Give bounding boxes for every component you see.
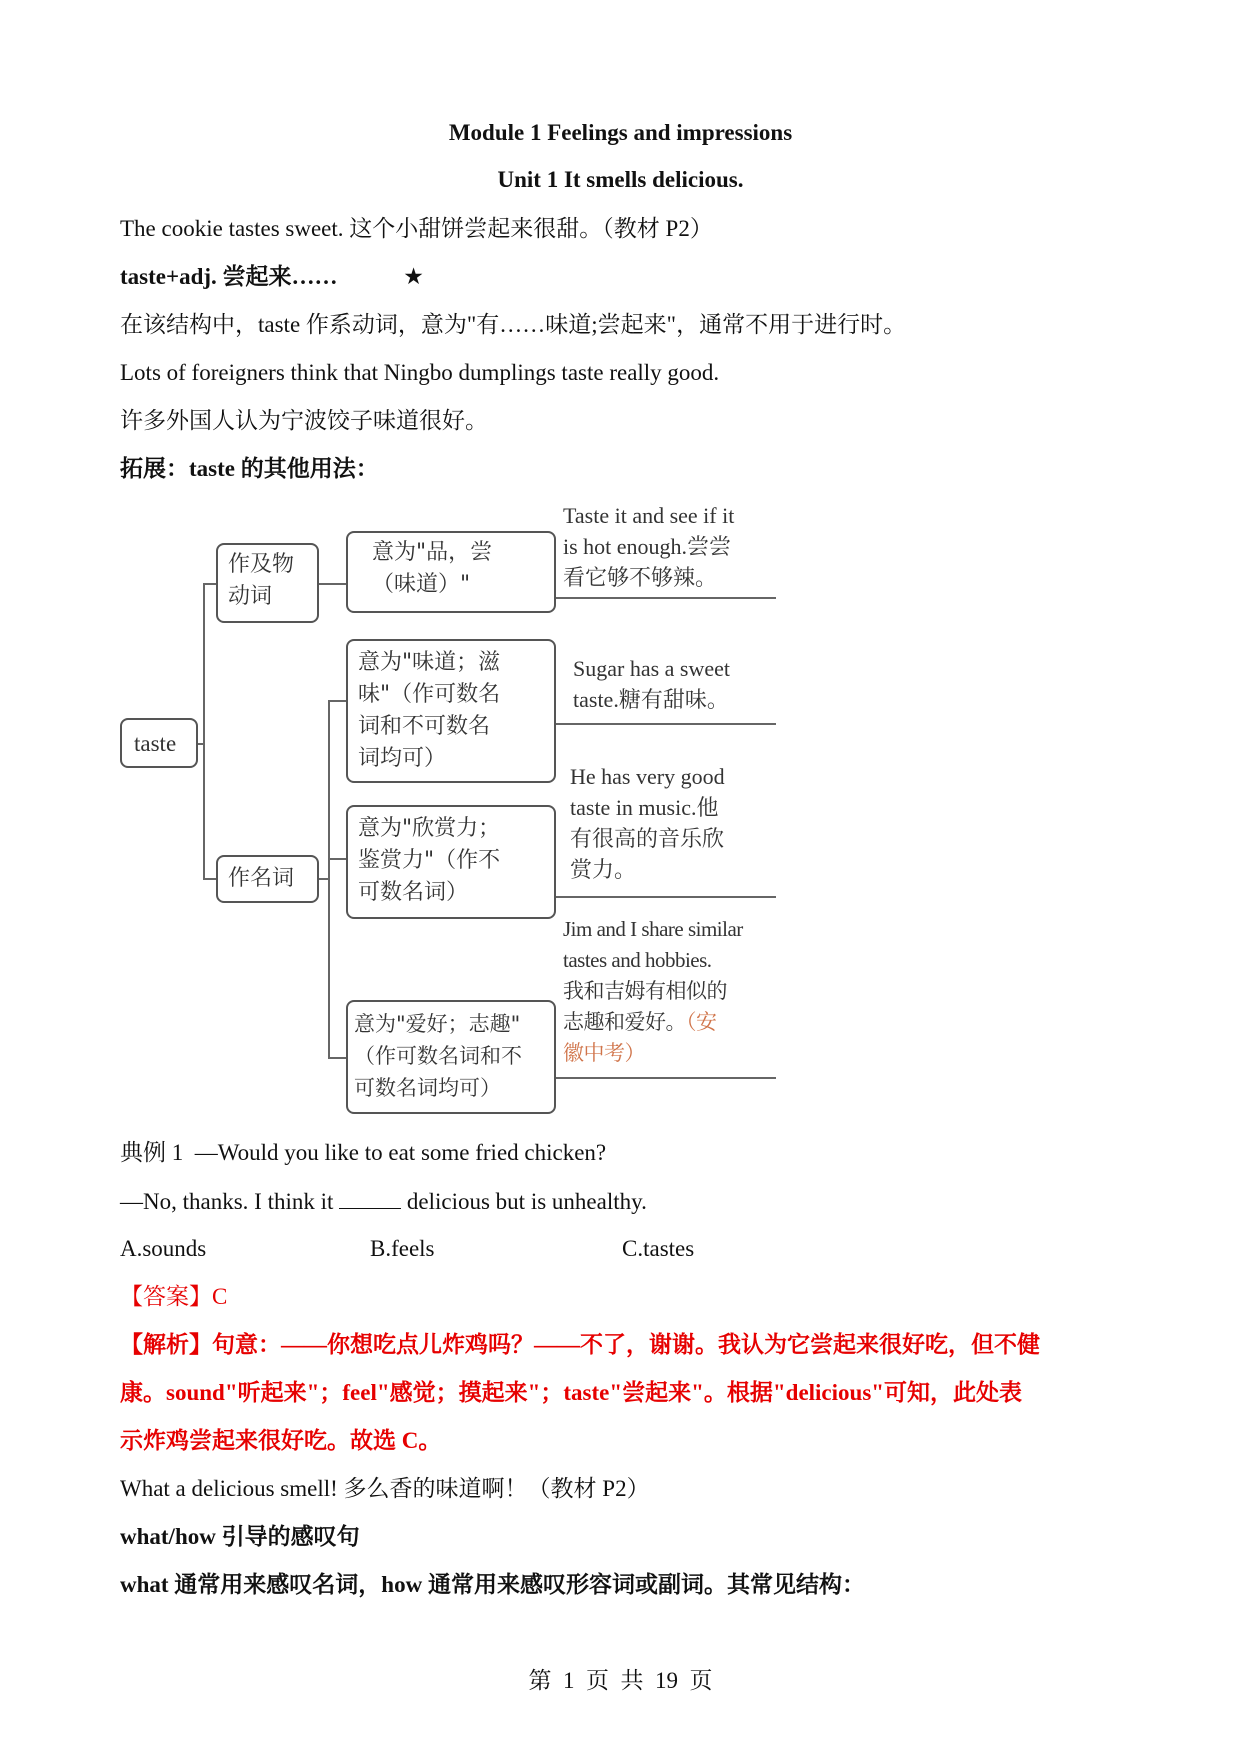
example-line: is hot enough.尝尝 [563, 534, 732, 559]
page-title: Module 1 Feelings and impressions [448, 120, 793, 145]
meaning-node-hobby [346, 1000, 556, 1114]
example-line: 我和吉姆有相似的 [563, 979, 727, 1003]
meaning-line: 可数名词均可） [354, 1076, 501, 1100]
meaning-node-taste-verb [346, 531, 556, 613]
example-line: 看它够不够辣。 [563, 565, 718, 590]
heading-exclamation: what/how 引导的感叹句 [120, 1524, 360, 1549]
source-label: 徽中考） [563, 1041, 645, 1065]
meaning-line: 味"（作可数名 [358, 682, 501, 707]
heading-extension: 拓展：taste 的其他用法： [120, 456, 379, 481]
analysis-line-2: 康。sound"听起来"；feel"感觉；摸起来"；taste"尝起来"。根据"delicious"可知，此处表 [120, 1380, 1023, 1405]
analysis-line-1 [120, 1330, 1040, 1360]
exercise-question-text: —No, thanks. I think it [120, 1189, 334, 1214]
example-hobbies [563, 914, 743, 1069]
meaning-line: 可数名词） [358, 880, 469, 905]
example-line [563, 1007, 743, 1038]
noun-usage-node: 作名词 [216, 855, 319, 903]
analysis-line-3: 示炸鸡尝起来很好吃。故选 C。 [120, 1428, 442, 1453]
answer-blank [339, 1186, 401, 1209]
explanation-linking-verb: 在该结构中，taste 作系动词，意为"有……味道;尝起来"，通常不用于进行时。 [120, 312, 907, 337]
meaning-line: 词和不可数名 [358, 714, 491, 739]
analysis-text: 句意：——你想吃点儿炸鸡吗？——不了，谢谢。我认为它尝起来很好吃，但不健 [212, 1332, 1040, 1357]
example-line: taste in music.他 [570, 795, 719, 820]
example-music [570, 761, 725, 885]
example-ningbo-zh: 许多外国人认为宁波饺子味道很好。 [120, 408, 488, 433]
meaning-line: （味道）" [372, 572, 471, 597]
example-line: 赏力。 [570, 857, 637, 882]
taste-root-node: taste [120, 718, 198, 768]
meaning-line: 意为"欣赏力； [358, 816, 501, 841]
option-b: B.feels [370, 1236, 435, 1261]
verb-usage-line: 作及物 [228, 552, 295, 577]
example-text: 志趣和爱好。 [563, 1010, 686, 1034]
star-icon: ★ [403, 264, 424, 290]
exercise-question-text: —Would you like to eat some fried chicken? [194, 1140, 607, 1165]
example-line: Taste it and see if it [563, 503, 735, 528]
page-footer: 第 1 页 共 19 页 [528, 1668, 713, 1693]
source-label: （安 [686, 1010, 717, 1034]
exercise-question-2 [120, 1186, 647, 1217]
example-line: 有很高的音乐欣 [570, 826, 725, 851]
exercise-label: 典例 1 [120, 1140, 184, 1165]
example-sugar [573, 653, 730, 715]
example-line: He has very good [570, 764, 725, 789]
example-line: taste.糖有甜味。 [573, 687, 729, 712]
exercise-question-text: delicious but is unhealthy. [406, 1189, 647, 1214]
meaning-line: 意为"品，尝 [372, 540, 493, 565]
example-taste-hot [563, 500, 734, 593]
exercise-question-1 [120, 1138, 606, 1168]
heading-taste-adj [120, 262, 424, 292]
option-a: A.sounds [120, 1236, 207, 1261]
example-line: Sugar has a sweet [573, 656, 731, 681]
meaning-line: 意为"味道；滋 [358, 650, 501, 675]
meaning-line: 意为"爱好；志趣" [354, 1012, 521, 1036]
meaning-line: （作可数名词和不 [354, 1044, 522, 1068]
answer-line [120, 1282, 227, 1312]
sentence-cookie: The cookie tastes sweet. 这个小甜饼尝起来很甜。（教材 P2） [120, 216, 713, 241]
option-c: C.tastes [622, 1236, 695, 1261]
answer-value: C [212, 1284, 228, 1309]
meaning-line: 词均可） [358, 746, 447, 771]
verb-usage-line: 动词 [228, 584, 273, 609]
verb-usage-node [216, 543, 319, 623]
meaning-line: 鉴赏力"（作不 [358, 848, 501, 873]
meaning-node-appreciation [346, 805, 556, 919]
heading-taste-adj-text: taste+adj. 尝起来…… [120, 264, 338, 289]
example-ningbo-en: Lots of foreigners think that Ningbo dumplings taste really good. [120, 360, 720, 385]
analysis-label: 【解析】 [120, 1332, 212, 1357]
answer-label: 【答案】 [120, 1284, 212, 1309]
page-subtitle: Unit 1 It smells delicious. [497, 167, 744, 192]
example-line: Jim and I share similar [563, 917, 743, 941]
example-line: tastes and hobbies. [563, 948, 712, 972]
sentence-smell: What a delicious smell! 多么香的味道啊！（教材 P2） [120, 1476, 650, 1501]
explanation-what-how: what 通常用来感叹名词，how 通常用来感叹形容词或副词。其常见结构： [120, 1572, 865, 1597]
meaning-node-flavour [346, 639, 556, 783]
